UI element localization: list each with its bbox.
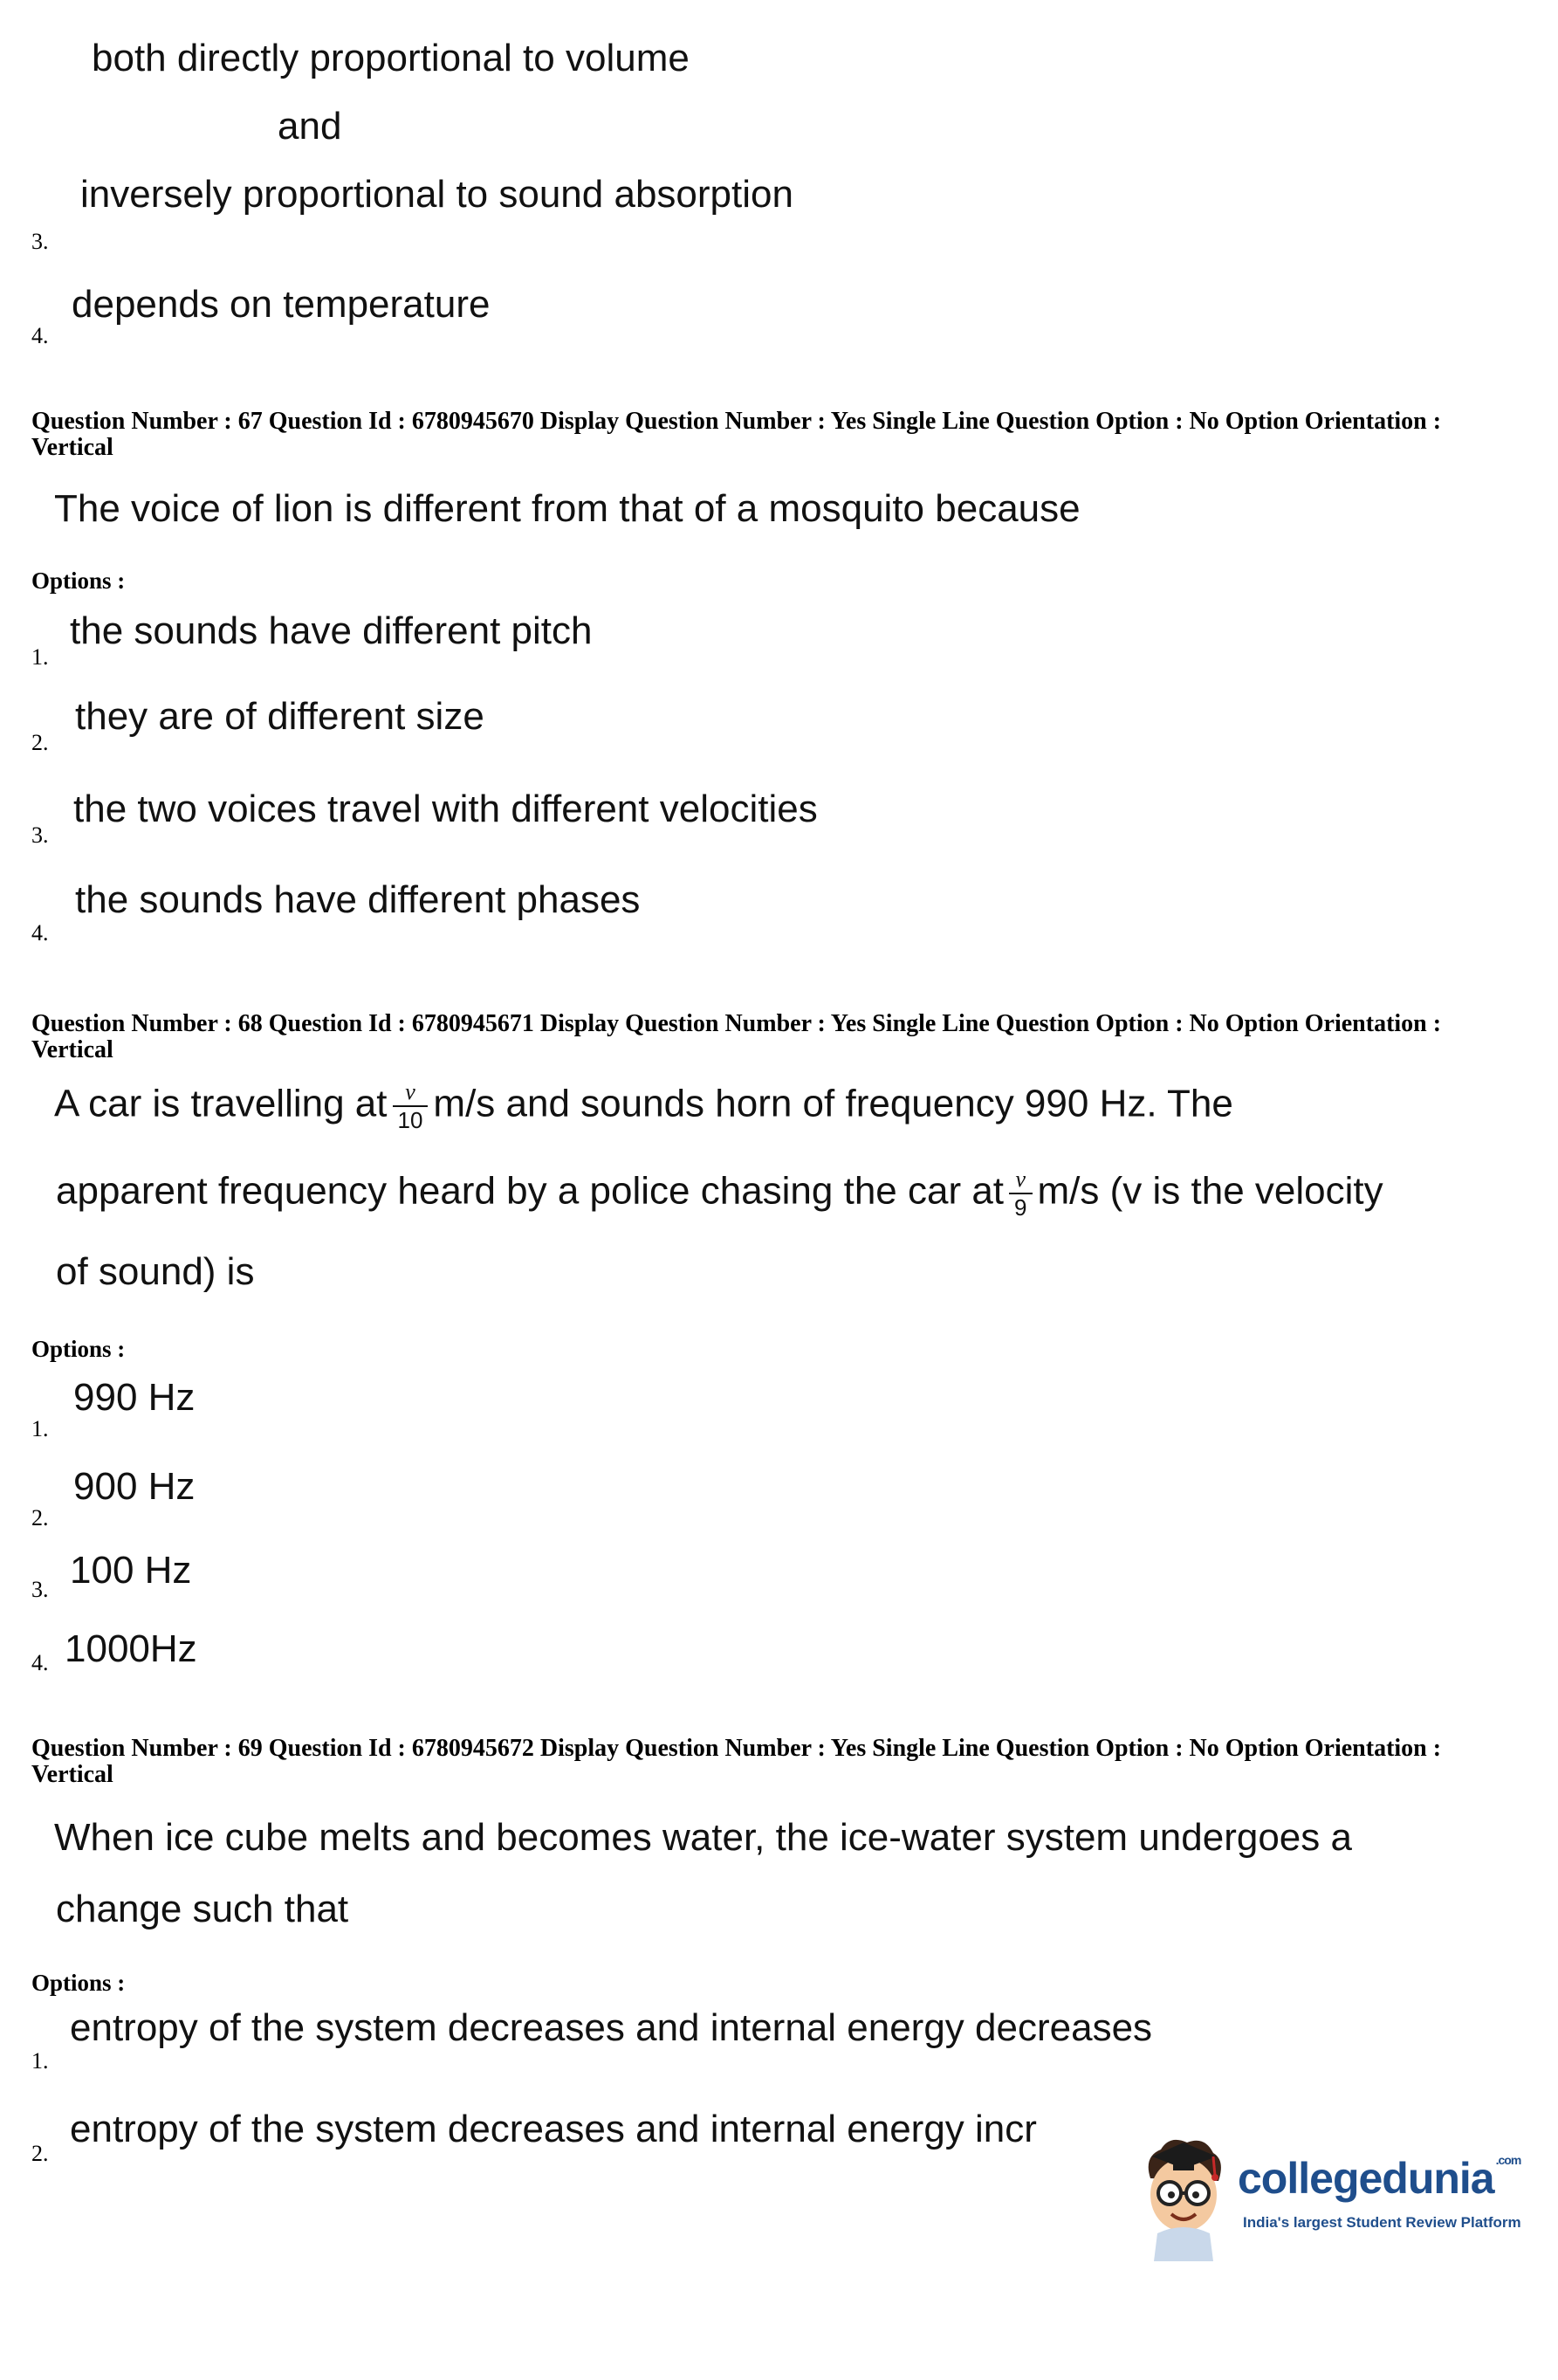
q68-line1-part-a: A car is travelling at [54, 1082, 388, 1125]
q68-line2-part-b: m/s (v is the velocity [1037, 1169, 1383, 1213]
q68-line2-part-a: apparent frequency heard by a police chasing the car at [56, 1169, 1005, 1213]
q68-fraction-v-over-10 [393, 1079, 429, 1133]
q68-option1-number: 1. [31, 1416, 49, 1441]
q68-frac1-numerator: v [405, 1079, 415, 1104]
q67-option2-text: they are of different size [75, 695, 484, 738]
q68-fraction-v-over-9 [1009, 1166, 1032, 1221]
q68-meta: Question Number : 68 Question Id : 6780945671 Display Question Number : Yes Single Line Question Option : No Option Orientation : Vertical [31, 1010, 1442, 1063]
q67-meta: Question Number : 67 Question Id : 6780945670 Display Question Number : Yes Single Line Question Option : No Option Orientation : Vertical [31, 408, 1442, 461]
prev-option3-line1: both directly proportional to volume [92, 37, 690, 79]
q67-question-text: The voice of lion is different from that of a mosquito because [54, 487, 1081, 530]
q69-meta: Question Number : 69 Question Id : 6780945672 Display Question Number : Yes Single Line Question Option : No Option Orientation : Vertical [31, 1735, 1442, 1788]
q67-option1-text: the sounds have different pitch [70, 609, 593, 652]
logo-brand-text: collegedunia [1238, 2154, 1494, 2203]
q68-line2 [56, 1166, 1383, 1221]
q68-option2-text: 900 Hz [73, 1465, 196, 1508]
q68-frac2-numerator: v [1015, 1166, 1026, 1192]
q67-option1-number: 1. [31, 644, 49, 670]
q68-line3: of sound) is [56, 1250, 255, 1293]
q67-option2-number: 2. [31, 730, 49, 755]
q68-line1 [54, 1079, 1233, 1133]
q69-option2-text: entropy of the system decreases and internal energy incr [70, 2108, 1037, 2150]
q68-frac1-denominator: 10 [393, 1105, 429, 1133]
q68-option4-number: 4. [31, 1650, 49, 1675]
q68-line1-part-b: m/s and sounds horn of frequency 990 Hz. The [433, 1082, 1233, 1125]
prev-option4-number: 4. [31, 323, 49, 348]
q69-option1-text: entropy of the system decreases and internal energy decreases [70, 2006, 1153, 2049]
q67-option4-text: the sounds have different phases [75, 878, 641, 921]
mascot-icon [1135, 2130, 1231, 2261]
q67-option3-text: the two voices travel with different velocities [73, 788, 818, 830]
q68-option3-number: 3. [31, 1577, 49, 1602]
q69-line1: When ice cube melts and becomes water, the ice-water system undergoes a [54, 1816, 1352, 1859]
q67-options-label: Options : [31, 567, 126, 594]
logo-tagline: India's largest Student Review Platform [1243, 2214, 1521, 2231]
q68-option4-text: 1000Hz [65, 1627, 197, 1670]
prev-option4-text: depends on temperature [72, 283, 491, 326]
collegedunia-watermark [1135, 2130, 1519, 2279]
prev-option3-line2: and [278, 105, 342, 148]
q68-option1-text: 990 Hz [73, 1376, 196, 1419]
q68-options-label: Options : [31, 1336, 126, 1362]
prev-option3-line3: inversely proportional to sound absorption [80, 173, 793, 216]
q69-option1-number: 1. [31, 2048, 49, 2074]
q68-option2-number: 2. [31, 1505, 49, 1530]
q67-option3-number: 3. [31, 822, 49, 848]
q69-line2: change such that [56, 1888, 349, 1930]
prev-option3-number: 3. [31, 229, 49, 254]
q69-options-label: Options : [31, 1970, 126, 1996]
q69-option2-number: 2. [31, 2141, 49, 2166]
logo-brand-suffix: .com [1495, 2153, 1521, 2167]
q67-option4-number: 4. [31, 920, 49, 946]
q68-option3-text: 100 Hz [70, 1549, 192, 1592]
q68-frac2-denominator: 9 [1009, 1193, 1032, 1221]
